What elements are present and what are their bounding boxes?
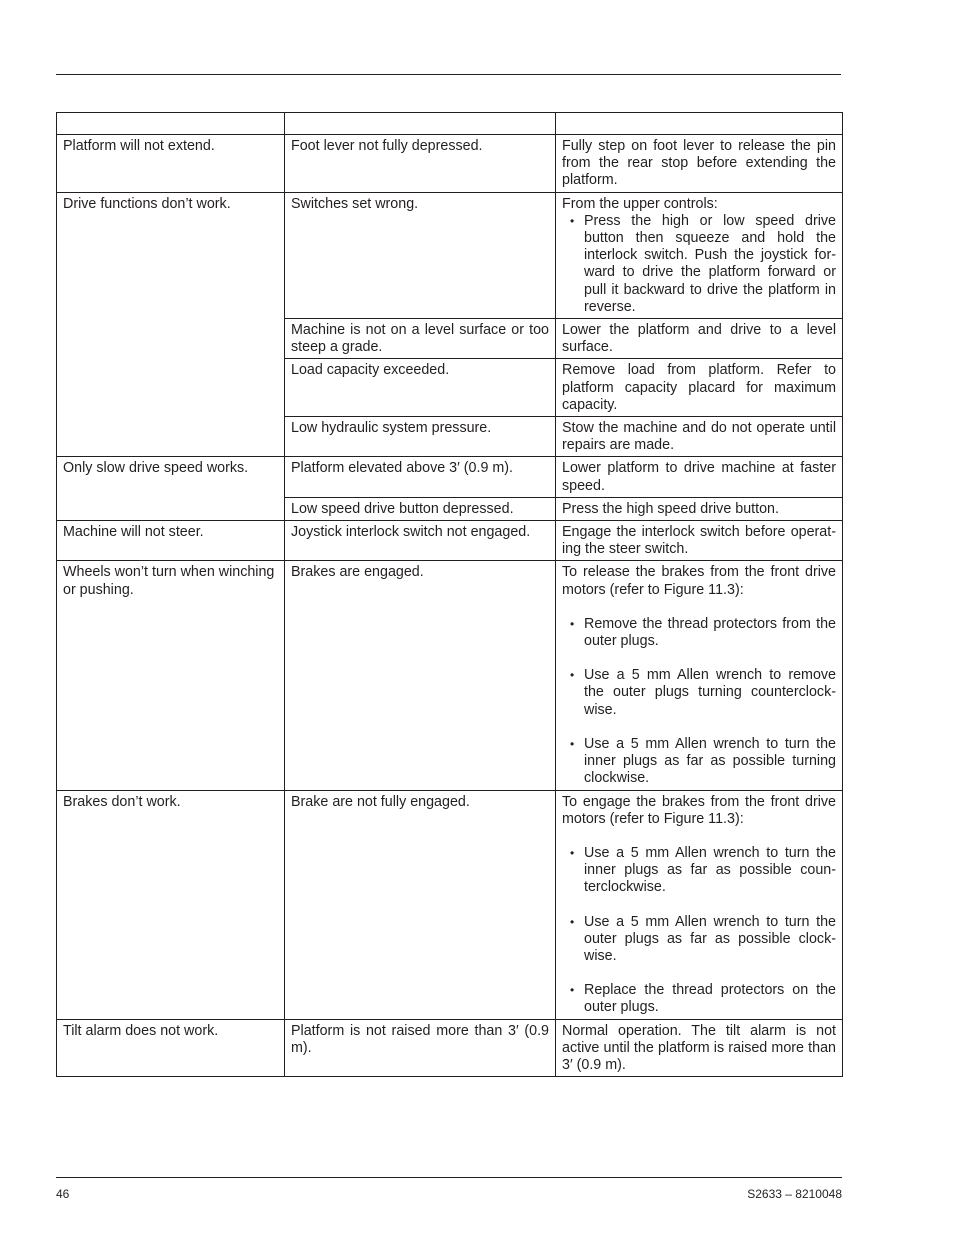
solution-cell: Press the high speed drive button. — [556, 497, 843, 520]
cause-cell: Machine is not on a level surface or too steep a grade. — [285, 319, 556, 359]
solution-cell — [556, 561, 843, 790]
cause-cell: Load capacity exceeded. — [285, 359, 556, 417]
solution-intro: To engage the brakes from the front drive motors (refer to Figure 11.3): — [562, 793, 836, 827]
solution-intro: To release the brakes from the front drive motors (refer to Figure 11.3): — [562, 564, 836, 598]
table-row — [57, 561, 843, 790]
table-row — [57, 790, 843, 1019]
table-row — [57, 135, 843, 193]
table-row — [57, 192, 843, 318]
problem-cell: Drive functions don’t work. — [57, 192, 285, 457]
cause-cell: Brake are not fully engaged. — [285, 790, 556, 1019]
table-row — [57, 457, 843, 497]
header-solution — [556, 113, 843, 135]
table-header-row — [57, 113, 843, 135]
problem-cell: Only slow drive speed works. — [57, 457, 285, 521]
problem-cell: Tilt alarm does not work. — [57, 1019, 285, 1077]
solution-cell: Lower platform to drive machine at faster speed. — [556, 457, 843, 497]
header-rule — [56, 74, 841, 75]
document-id: S2633 – 8210048 — [747, 1187, 842, 1201]
solution-intro: From the upper controls: — [562, 195, 718, 212]
header-cause — [285, 113, 556, 135]
solution-step: • Use a 5 mm Allen wrench to turn the inner plugs as far as possible turning clockwise. — [562, 736, 836, 788]
cause-cell: Brakes are engaged. — [285, 561, 556, 790]
solution-cell — [556, 192, 843, 318]
solution-step: • Use a 5 mm Allen wrench to turn the outer plugs as far as possible clockwise. — [562, 914, 836, 966]
solution-step: • Use a 5 mm Allen wrench to turn the inner plugs as far as possible counterclockwise. — [562, 845, 836, 897]
cause-cell: Switches set wrong. — [285, 192, 556, 318]
problem-cell: Platform will not extend. — [57, 135, 285, 193]
cause-cell: Low speed drive button depressed. — [285, 497, 556, 520]
table-row — [57, 521, 843, 561]
cause-cell: Joystick interlock switch not engaged. — [285, 521, 556, 561]
solution-step: • Replace the thread protectors on the outer plugs. — [562, 982, 836, 1016]
cause-cell: Platform is not raised more than 3′ (0.9 m). — [285, 1019, 556, 1077]
solution-step: • Use a 5 mm Allen wrench to remove the outer plugs turning counterclockwise. — [562, 667, 836, 719]
cause-cell: Foot lever not fully depressed. — [285, 135, 556, 193]
solution-step: • Press the high or low speed drive button then squeeze and hold the interlock switch. Push the joystick forward to drive the platform forward or pull it backward to drive the platform in reverse. — [562, 213, 836, 316]
cause-cell: Low hydraulic system pressure. — [285, 417, 556, 457]
footer-rule — [56, 1177, 842, 1178]
solution-step: • Remove the thread protectors from the outer plugs. — [562, 616, 836, 650]
solution-cell: Remove load from platform. Refer to platform capacity placard for maximum capacity. — [556, 359, 843, 417]
solution-cell: Lower the platform and drive to a level surface. — [556, 319, 843, 359]
table-row — [57, 1019, 843, 1077]
solution-cell: Stow the machine and do not operate until repairs are made. — [556, 417, 843, 457]
header-problem — [57, 113, 285, 135]
problem-cell: Brakes don’t work. — [57, 790, 285, 1019]
troubleshooting-table — [56, 112, 843, 1077]
problem-cell: Wheels won’t turn when winching or pushing. — [57, 561, 285, 790]
cause-cell: Platform elevated above 3′ (0.9 m). — [285, 457, 556, 497]
solution-cell: Normal operation. The tilt alarm is not active until the platform is raised more than 3′ (0.9 m). — [556, 1019, 843, 1077]
solution-cell: Engage the interlock switch before operating the steer switch. — [556, 521, 843, 561]
page-number: 46 — [56, 1187, 70, 1201]
solution-cell — [556, 790, 843, 1019]
solution-cell: Fully step on foot lever to release the pin from the rear stop before extending the platform. — [556, 135, 843, 193]
problem-cell: Machine will not steer. — [57, 521, 285, 561]
